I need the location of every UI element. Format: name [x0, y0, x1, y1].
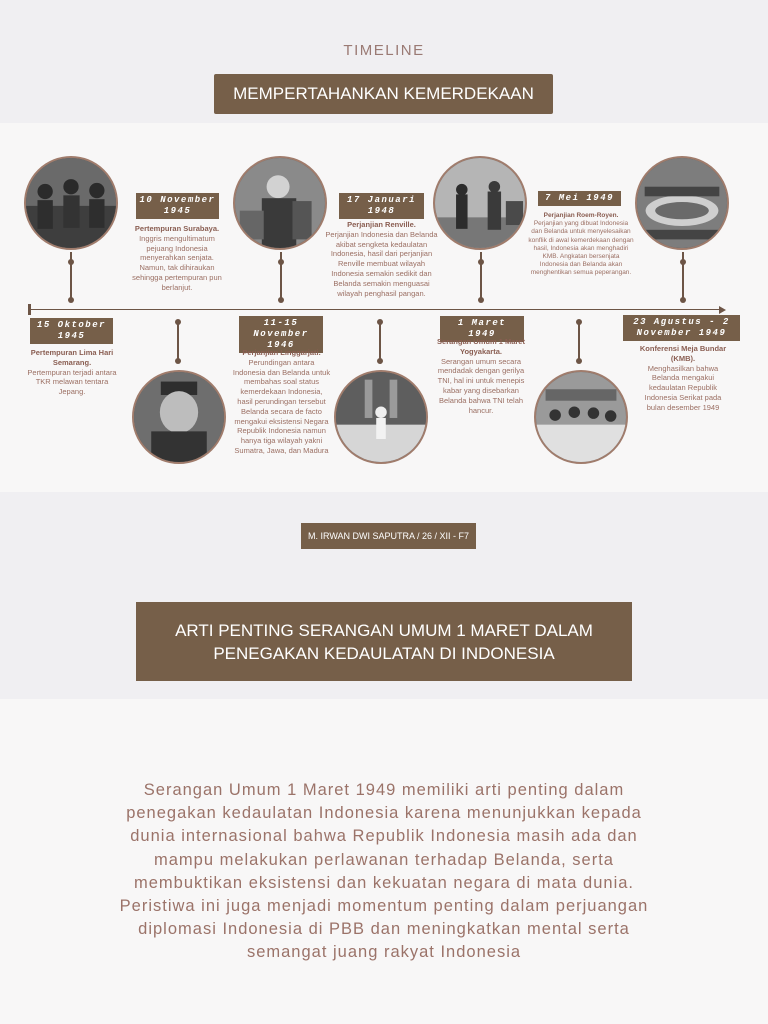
event-text: [528, 212, 634, 278]
author-label: M. IRWAN DWI SAPUTRA / 26 / XII - F7: [301, 523, 476, 549]
event-desc: Pertempuran terjadi antara TKR melawan tentara Jepang.: [27, 367, 117, 397]
event-text: [636, 344, 730, 413]
event-date: 10 November 1945: [136, 193, 219, 219]
event-title: Konferensi Meja Bundar (KMB).: [639, 344, 727, 363]
photo-kmb-conference: [534, 370, 628, 464]
page-title: MEMPERTAHANKAN KEMERDEKAAN: [214, 74, 553, 114]
event-date: 15 Oktober 1945: [30, 318, 113, 344]
event-date: 7 Mei 1949: [538, 191, 621, 206]
timeline-subtitle: TIMELINE: [343, 42, 425, 59]
event-desc: Inggris mengultimatum pejuang Indonesia menyerahkan senjata. Namun, tak dihiraukan sehingga pertempuran pun berlanjut.: [132, 233, 222, 292]
event-title: Pertempuran Lima Hari Semarang.: [30, 348, 114, 367]
event-title: Pertempuran Surabaya.: [134, 224, 220, 233]
event-desc: Perundingan antara Indonesia dan Belanda untuk membahas soal status kemerdekaan Indonesia, hasil perundingan tersebut Belanda secara de facto mengakui eksistensi Negara Republik Indonesia namun hanya tiga wilayah yakni Sumatra, Jawa, dan Madura: [232, 357, 331, 455]
timeline-dot: [175, 319, 181, 325]
event-date: 17 Januari 1948: [339, 193, 424, 219]
event-title: Perjanjian Renville.: [347, 220, 416, 229]
event-text: [232, 348, 331, 456]
photo-linggarjati-man: [132, 370, 226, 464]
timeline-dot: [68, 259, 74, 265]
timeline-dot: [576, 319, 582, 325]
event-title: Serangan Umum 1 Maret Yogyakarta.: [437, 337, 525, 356]
event-desc: Perjanjian yang dibuat Indonesia dan Belanda untuk menyelesaikan konflik di awal kemerdekaan dengan hasil, Indonesia akan menghadiri KMB. Angkatan bersenjata Indonesia dan Belanda akan menghentikan semua peperangan.: [528, 220, 634, 277]
event-text: [130, 224, 224, 293]
photo-serangan-umum-ceremony: [334, 370, 428, 464]
timeline-dot: [680, 297, 686, 303]
event-title: Perjanjian Roem-Royen.: [543, 212, 619, 219]
photo-surabaya-man: [233, 156, 327, 250]
event-date: 1 Maret 1949: [440, 316, 524, 342]
timeline-dot: [278, 297, 284, 303]
event-date: 11-15 November 1946: [239, 316, 323, 353]
photo-renville-soldiers: [433, 156, 527, 250]
event-desc: Serangan umum secara mendadak dengan gerilya TNI, hal ini untuk menepis kabar yang disebarkan Belanda bahwa TNI telah hancur.: [437, 356, 525, 415]
section-title: ARTI PENTING SERANGAN UMUM 1 MARET DALAM PENEGAKAN KEDAULATAN DI INDONESIA: [136, 602, 632, 681]
section-body: Serangan Umum 1 Maret 1949 memiliki arti penting dalam penegakan kedaulatan Indonesia karena menunjukkan kepada dunia internasional bahwa Republik Indonesia masih ada dan mampu melakukan perlawanan terhadap Belanda, serta membuktikan eksistensi dan kekuatan negara di mata dunia. Peristiwa ini juga menjadi momentum penting dalam perjuangan diplomasi Indonesia di PBB dan meningkatkan mental serta semangat juang rakyat Indonesia: [119, 781, 649, 962]
event-text: [437, 337, 525, 415]
timeline-stem: [177, 321, 179, 363]
event-title: Perjanjian Linggarjati.: [242, 348, 321, 357]
timeline-axis-arrow: [719, 306, 726, 314]
timeline-dot: [175, 358, 181, 364]
timeline-dot: [478, 297, 484, 303]
timeline-dot: [576, 358, 582, 364]
photo-roem-royen-meeting: [635, 156, 729, 250]
timeline-stem: [578, 321, 580, 363]
timeline-dot: [278, 259, 284, 265]
timeline-dot: [377, 358, 383, 364]
event-desc: Perjanjian Indonesia dan Belanda akibat sengketa kedaulatan Indonesia, hasil dari perjanjian Renville membuat wilayah Indonesia semakin sedikit dan Belanda semakin menguasai wilayah penghasil pangan.: [325, 229, 438, 298]
event-text: [27, 348, 117, 397]
timeline-dot: [68, 297, 74, 303]
timeline-dot: [680, 259, 686, 265]
event-date: 23 Agustus - 2 November 1949: [623, 315, 740, 341]
timeline-stem: [379, 321, 381, 363]
photo-semarang-soldiers: [24, 156, 118, 250]
event-desc: Menghasilkan bahwa Belanda mengakui kedaulatan Republik Indonesia Serikat pada bulan desember 1949: [644, 363, 722, 412]
timeline-dot: [377, 319, 383, 325]
timeline-dot: [478, 259, 484, 265]
event-text: [322, 220, 441, 298]
timeline-axis: [30, 309, 723, 310]
